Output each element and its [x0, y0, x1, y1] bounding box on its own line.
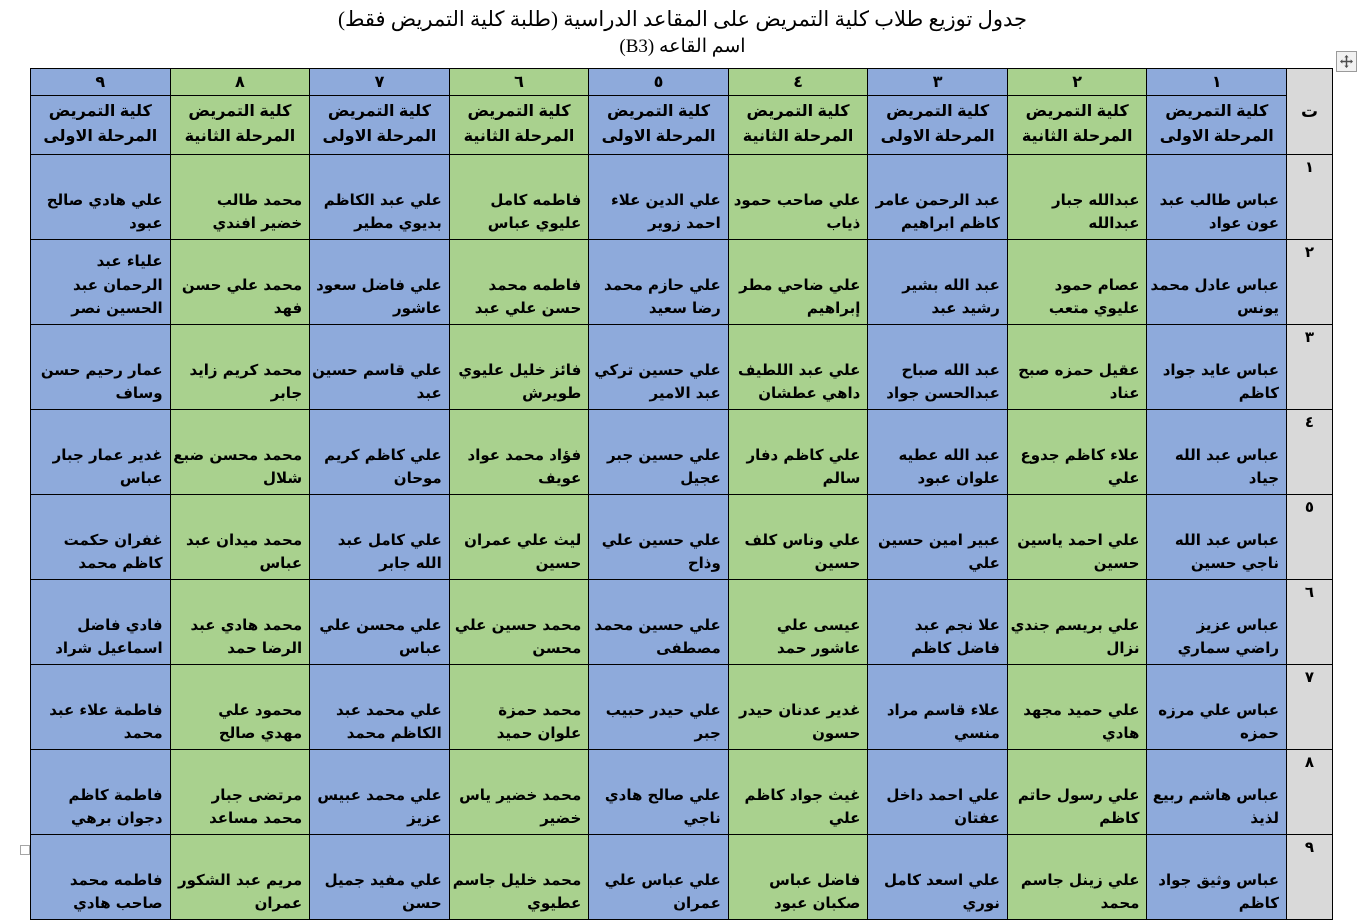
student-name-cell[interactable]: علي عباس علي عمران [589, 835, 729, 920]
student-name-cell[interactable]: علي فاضل سعود عاشور [310, 240, 450, 325]
student-name-cell[interactable]: محمود علي مهدي صالح [170, 665, 310, 750]
column-stage-header-1[interactable] [1147, 96, 1287, 155]
column-stage-header-8[interactable] [170, 96, 310, 155]
student-name-cell[interactable]: عباس عبد الله جياد [1147, 410, 1287, 495]
student-name-cell[interactable]: محمد خضير ياس خضير [449, 750, 589, 835]
table-body [31, 155, 1333, 920]
column-number-header-4[interactable]: ٤ [728, 69, 868, 96]
student-name-cell[interactable]: فاطمة كاظم دجوان برهي [31, 750, 171, 835]
stage-label: المرحلة الاولى [322, 128, 437, 145]
row-number-cell[interactable]: ٥ [1287, 495, 1333, 580]
student-name-cell[interactable]: علي حازم محمد رضا سعيد [589, 240, 729, 325]
column-number-header-6[interactable]: ٦ [449, 69, 589, 96]
student-name-cell[interactable]: فاطمه كامل عليوي عباس [449, 155, 589, 240]
student-name-cell[interactable]: عيسى علي عاشور حمد [728, 580, 868, 665]
student-name-cell[interactable]: علي محمد عبد الكاظم محمد [310, 665, 450, 750]
column-stage-header-4[interactable] [728, 96, 868, 155]
column-stage-header-3[interactable] [868, 96, 1008, 155]
student-name-cell[interactable]: علي صاحب حمود ذياب [728, 155, 868, 240]
student-name-cell[interactable]: عباس علي مرزه حمزه [1147, 665, 1287, 750]
row-number-cell[interactable]: ٦ [1287, 580, 1333, 665]
college-label: كلية التمريض [327, 103, 431, 121]
stage-label: المرحلة الثانية [463, 128, 575, 145]
row-number-cell[interactable]: ٢ [1287, 240, 1333, 325]
student-name-cell[interactable]: عباس وثيق جواد كاظم [1147, 835, 1287, 920]
student-name-cell[interactable]: عبد الله بشير رشيد عبد [868, 240, 1008, 325]
student-name-cell[interactable]: محمد محسن ضبع شلال [170, 410, 310, 495]
student-name-cell[interactable]: فؤاد محمد عواد عويف [449, 410, 589, 495]
student-name-cell[interactable]: محمد هادي عبد الرضا حمد [170, 580, 310, 665]
column-number-header-2[interactable]: ٢ [1007, 69, 1147, 96]
room-name-subtitle[interactable]: اسم القاعه (B3) [619, 36, 746, 57]
column-stage-header-7[interactable] [310, 96, 450, 155]
college-label: كلية التمريض [886, 103, 990, 121]
table-resize-handle[interactable] [20, 845, 30, 855]
college-label: كلية التمريض [746, 103, 850, 121]
table-row [31, 580, 1333, 665]
four-way-arrow-icon [1340, 55, 1353, 68]
student-name-cell[interactable]: علي هادي صالح عبود [31, 155, 171, 240]
student-name-cell[interactable]: عباس عادل محمد يونس [1147, 240, 1287, 325]
student-name-cell[interactable]: عباس طالب عبد عون عواد [1147, 155, 1287, 240]
student-name-cell[interactable]: محمد طالب خضير افندي [170, 155, 310, 240]
student-name-cell[interactable]: علياء عبد الرحمان عبد الحسين نصر [31, 240, 171, 325]
stage-label: المرحلة الثانية [742, 128, 854, 145]
corner-header-cell[interactable]: ت [1287, 69, 1333, 155]
student-name-cell[interactable]: فاضل عباس صكبان عبود [728, 835, 868, 920]
document-title-block [0, 4, 1365, 60]
student-name-cell[interactable]: فاطمه محمد صاحب هادي [31, 835, 171, 920]
student-name-cell[interactable]: غدير عمار جبار عباس [31, 410, 171, 495]
student-name-cell[interactable]: علي زينل جاسم محمد [1007, 835, 1147, 920]
student-name-cell[interactable]: علي وناس كلف حسين [728, 495, 868, 580]
student-name-cell[interactable]: علي حسين تركي عبد الامير [589, 325, 729, 410]
student-name-cell[interactable]: علي عبد الكاظم بديوي مطير [310, 155, 450, 240]
student-name-cell[interactable]: عمار رحيم حسن وساف [31, 325, 171, 410]
stage-label: المرحلة الاولى [880, 128, 995, 145]
student-name-cell[interactable]: علا نجم عبد فاضل كاظم [868, 580, 1008, 665]
student-name-cell[interactable]: علي عبد اللطيف داهي عطشان [728, 325, 868, 410]
row-number-cell[interactable]: ٣ [1287, 325, 1333, 410]
student-name-cell[interactable]: علي حميد مجهد هادي [1007, 665, 1147, 750]
table-move-handle[interactable] [1336, 51, 1357, 72]
student-name-cell[interactable]: علي مفيد جميل حسن [310, 835, 450, 920]
student-name-cell[interactable]: عبدالله جبار عبدالله [1007, 155, 1147, 240]
stage-label: المرحلة الثانية [184, 128, 296, 145]
column-number-header-8[interactable]: ٨ [170, 69, 310, 96]
stage-label: المرحلة الاولى [43, 128, 158, 145]
student-name-cell[interactable]: ليث علي عمران حسين [449, 495, 589, 580]
student-name-cell[interactable]: مريم عبد الشكور عمران [170, 835, 310, 920]
stage-label: المرحلة الثانية [1021, 128, 1133, 145]
column-stage-header-2[interactable] [1007, 96, 1147, 155]
row-number-cell[interactable]: ٩ [1287, 835, 1333, 920]
student-name-cell[interactable]: علاء قاسم مراد منسي [868, 665, 1008, 750]
student-name-cell[interactable]: محمد ميدان عبد عباس [170, 495, 310, 580]
student-name-cell[interactable]: عبد الله عطيه علوان عبود [868, 410, 1008, 495]
student-name-cell[interactable]: علي صالح هادي ناجي [589, 750, 729, 835]
column-stage-header-5[interactable] [589, 96, 729, 155]
table-row [31, 665, 1333, 750]
student-name-cell[interactable]: علي محسن علي عباس [310, 580, 450, 665]
student-name-cell[interactable]: محمد خليل جاسم عطيوي [449, 835, 589, 920]
student-name-cell[interactable]: علي احمد داخل عفتان [868, 750, 1008, 835]
student-name-cell[interactable]: علي حسين جبر عجيل [589, 410, 729, 495]
student-name-cell[interactable]: مرتضى جبار محمد مساعد [170, 750, 310, 835]
table-row [31, 835, 1333, 920]
student-name-cell[interactable]: علي الدين علاء احمد زوير [589, 155, 729, 240]
student-name-cell[interactable]: علي ضاحي مطر إبراهيم [728, 240, 868, 325]
student-name-cell[interactable]: فاطمة علاء عبد محمد [31, 665, 171, 750]
column-number-header-3[interactable]: ٣ [868, 69, 1008, 96]
college-label: كلية التمريض [48, 103, 152, 121]
college-label: كلية التمريض [188, 103, 292, 121]
student-name-cell[interactable]: محمد حمزة علوان حميد [449, 665, 589, 750]
row-number-cell[interactable]: ٤ [1287, 410, 1333, 495]
college-label: كلية التمريض [1025, 103, 1129, 121]
table-row [31, 325, 1333, 410]
table-row [31, 410, 1333, 495]
student-name-cell[interactable]: عباس هاشم ربيع لذيذ [1147, 750, 1287, 835]
student-name-cell[interactable]: فاطمه محمد حسن علي عبد [449, 240, 589, 325]
student-name-cell[interactable]: عقيل حمزه صبح عناد [1007, 325, 1147, 410]
college-label: كلية التمريض [1165, 103, 1269, 121]
table-header [31, 69, 1333, 155]
table-row [31, 750, 1333, 835]
student-name-cell[interactable]: محمد حسين علي محسن [449, 580, 589, 665]
table-row [31, 495, 1333, 580]
student-name-cell[interactable]: عصام حمود عليوي متعب [1007, 240, 1147, 325]
column-number-header-7[interactable]: ٧ [310, 69, 450, 96]
student-name-cell[interactable]: غدير عدنان حيدر حسون [728, 665, 868, 750]
student-name-cell[interactable]: علي بريسم جندي نزال [1007, 580, 1147, 665]
student-name-cell[interactable]: عبد الرحمن عامر كاظم ابراهيم [868, 155, 1008, 240]
column-number-header-1[interactable]: ١ [1147, 69, 1287, 96]
column-number-header-5[interactable]: ٥ [589, 69, 729, 96]
college-label: كلية التمريض [607, 103, 711, 121]
student-name-cell[interactable]: غفران حكمت كاظم محمد [31, 495, 171, 580]
student-name-cell[interactable]: علي حسين علي وذاح [589, 495, 729, 580]
student-name-cell[interactable]: عبير امين حسين علي [868, 495, 1008, 580]
student-name-cell[interactable]: علي كاظم كريم موحان [310, 410, 450, 495]
student-name-cell[interactable]: غيث جواد كاظم علي [728, 750, 868, 835]
student-name-cell[interactable]: علاء كاظم جدوع علي [1007, 410, 1147, 495]
seating-table [30, 68, 1333, 920]
student-name-cell[interactable]: علي محمد عبيس عزيز [310, 750, 450, 835]
column-stage-header-9[interactable] [31, 96, 171, 155]
student-name-cell[interactable]: عبد الله صباح عبدالحسن جواد [868, 325, 1008, 410]
stage-label: المرحلة الاولى [601, 128, 716, 145]
student-name-cell[interactable]: عباس عبد الله ناجي حسين [1147, 495, 1287, 580]
student-name-cell[interactable]: علي قاسم حسين عبد [310, 325, 450, 410]
table-row [31, 240, 1333, 325]
college-label: كلية التمريض [467, 103, 571, 121]
student-name-cell[interactable]: علي احمد ياسين حسين [1007, 495, 1147, 580]
student-name-cell[interactable]: علي حسين محمد مصطفى [589, 580, 729, 665]
student-name-cell[interactable]: علي كامل عبد الله جابر [310, 495, 450, 580]
student-name-cell[interactable]: علي كاظم دفار سالم [728, 410, 868, 495]
student-name-cell[interactable]: فائز خليل عليوي طويرش [449, 325, 589, 410]
page-title[interactable]: جدول توزيع طلاب كلية التمريض على المقاعد الدراسية (طلبة كلية التمريض فقط) [337, 7, 1028, 31]
student-name-cell[interactable]: محمد كريم زايد جابر [170, 325, 310, 410]
student-name-cell[interactable]: علي اسعد كامل نوري [868, 835, 1008, 920]
student-name-cell[interactable]: علي حيدر حبيب جبر [589, 665, 729, 750]
student-name-cell[interactable]: محمد علي حسن فهد [170, 240, 310, 325]
row-number-cell[interactable]: ١ [1287, 155, 1333, 240]
student-name-cell[interactable]: عباس عايد جواد كاظم [1147, 325, 1287, 410]
student-name-cell[interactable]: عباس عزيز راضي سماري [1147, 580, 1287, 665]
stage-label: المرحلة الاولى [1159, 128, 1274, 145]
row-number-cell[interactable]: ٨ [1287, 750, 1333, 835]
student-name-cell[interactable]: علي رسول حاتم كاظم [1007, 750, 1147, 835]
column-stage-header-6[interactable] [449, 96, 589, 155]
student-name-cell[interactable]: فادي فاضل اسماعيل شراد [31, 580, 171, 665]
column-number-header-9[interactable]: ٩ [31, 69, 171, 96]
table-row [31, 155, 1333, 240]
row-number-cell[interactable]: ٧ [1287, 665, 1333, 750]
